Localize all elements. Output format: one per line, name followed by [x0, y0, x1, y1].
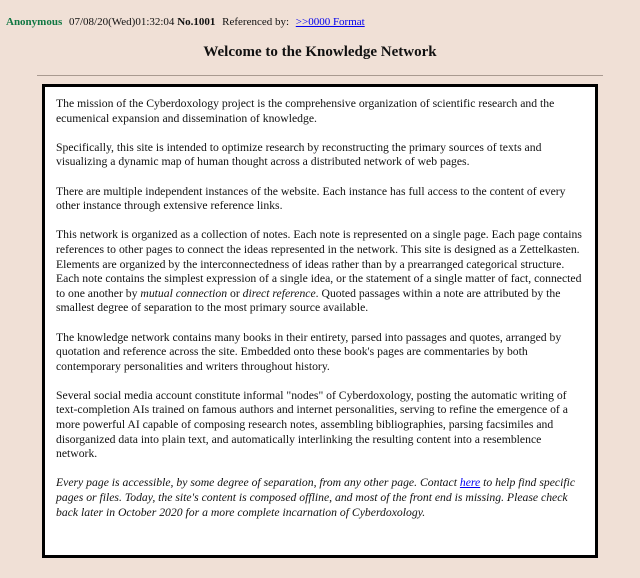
post-number[interactable]: No.1001 — [177, 16, 216, 28]
organization-text-or: or — [227, 286, 243, 300]
poster-name: Anonymous — [6, 16, 63, 28]
paragraph-accessibility — [56, 476, 585, 520]
page-title: Welcome to the Knowledge Network — [203, 44, 437, 60]
emphasis-mutual-connection: mutual connection — [140, 286, 228, 300]
contact-link[interactable]: here — [459, 476, 481, 490]
paragraph-books: The knowledge network contains many books in their entirety, parsed into passages and quotes, arranged by quotation and reference across the site. Embedded onto these book's pages are commentaries by both contemporary personalities and writers throughout history. — [56, 330, 562, 373]
accessibility-text-a: Every page is accessible, by some degree of separation, from any other page. Contact — [56, 476, 460, 490]
post-date: 07/08/20(Wed)01:32:04 — [69, 16, 175, 28]
paragraph-purpose: Specifically, this site is intended to optimize research by reconstructing the primary sources of texts and visualizing a dynamic map of human thought across a distributed network of web pages. — [56, 140, 542, 169]
paragraph-organization — [56, 228, 585, 316]
organization-text-b: . Quoted passages within a note are attributed by the smallest degree of separation to the most primary source available. — [56, 286, 561, 315]
divider — [37, 75, 603, 76]
paragraph-social-media: Several social media account constitute informal "nodes" of Cyberdoxology, posting the automatic writing of text-completion AIs trained on famous authors and internet personalities, serving to refine the emergence of a more powerful AI capable of composing research notes, assembling bibliographies, parsing facsimiles and disorganized data into plain text, and automatically interlinking the resulting content into a resemblence network. — [56, 388, 568, 461]
post-header — [6, 15, 365, 29]
emphasis-direct-reference: direct reference — [242, 286, 316, 300]
paragraph-mission: The mission of the Cyberdoxology project is the comprehensive organization of scientific research and the ecumenical expansion and dissemination of knowledge. — [56, 97, 555, 125]
referenced-by-label: Referenced by: — [222, 16, 290, 28]
organization-text-a: This network is organized as a collection of notes. Each note is represented on a single page. Each page contains references to other pages to connect the ideas represented in the network. This site is designed as a Zettelkasten. Elements are organized by the interconnectedness of ideas rather than by a prearranged categorical structure. Each note contains the simplest expression of a single idea, or the statement of a single matter of fact, connected to one another by — [56, 228, 582, 300]
accessibility-text-b: to help find specific pages or files. Today, the site's content is composed offline, and most of the front end is missing. Please check back later in October 2020 for a more complete incarnation of Cyberdoxology. — [56, 476, 576, 519]
content-box — [42, 84, 598, 558]
paragraph-instances: There are multiple independent instances of the website. Each instance has full access to the content of every other instance through extensive reference links. — [56, 184, 566, 213]
referenced-by-link[interactable]: >>0000 Format — [295, 16, 365, 28]
